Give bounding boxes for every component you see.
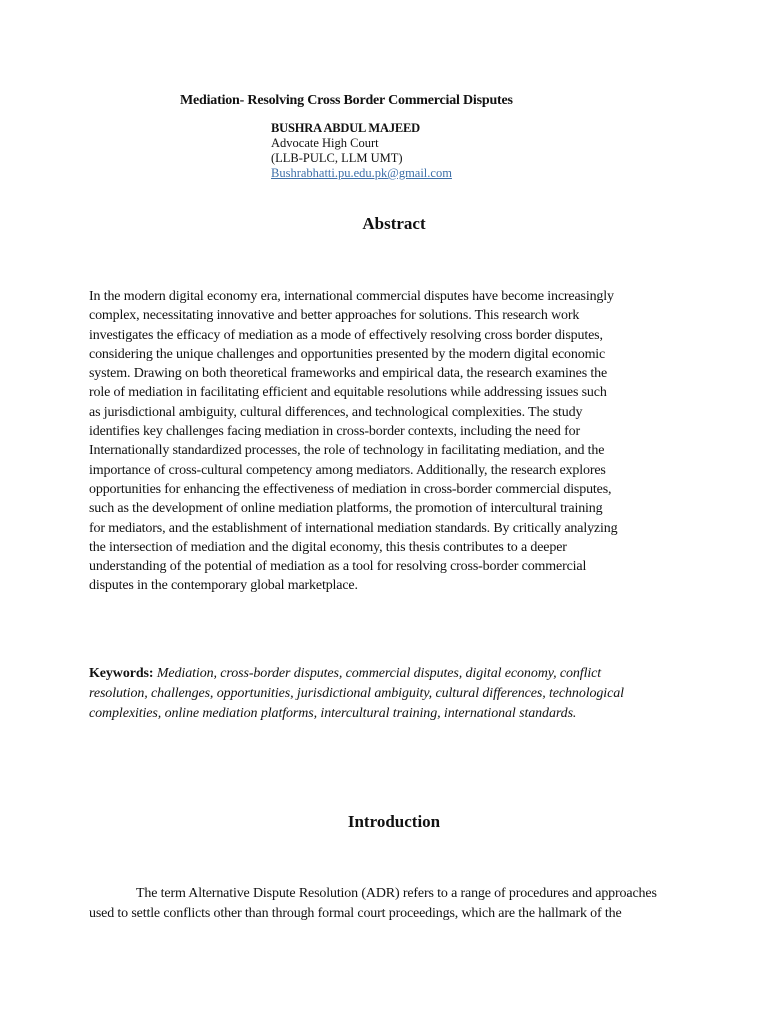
keywords-label: Keywords: bbox=[89, 666, 154, 681]
keywords-block bbox=[89, 664, 689, 723]
abstract-line: identifies key challenges facing mediation in cross-border contexts, including the need for bbox=[89, 424, 580, 440]
keywords-line: resolution, challenges, opportunities, jurisdictional ambiguity, cultural differences, technological bbox=[89, 685, 624, 701]
intro-line: The term Alternative Dispute Resolution (ADR) refers to a range of procedures and approaches bbox=[136, 886, 657, 901]
abstract-heading: Abstract bbox=[362, 214, 426, 233]
abstract-line: role of mediation in facilitating efficient and equitable resolutions while addressing issues such bbox=[89, 385, 607, 401]
introduction-paragraph bbox=[89, 884, 679, 923]
abstract-paragraph bbox=[89, 287, 679, 596]
abstract-line: In the modern digital economy era, international commercial disputes have become increasingly bbox=[89, 289, 614, 304]
keywords-text: Mediation, cross-border disputes, commercial disputes, digital economy, conflict bbox=[156, 666, 602, 681]
keywords-line: complexities, online mediation platforms, intercultural training, international standards. bbox=[89, 705, 577, 721]
intro-line: used to settle conflicts other than through formal court proceedings, which are the hallmark of the bbox=[89, 905, 622, 921]
abstract-line: importance of cross-cultural competency among mediators. Additionally, the research explores bbox=[89, 462, 606, 478]
author-block bbox=[271, 121, 452, 181]
abstract-line: considering the unique challenges and opportunities presented by the modern digital economic bbox=[89, 346, 606, 362]
author-name: BUSHRA ABDUL MAJEED bbox=[271, 121, 421, 135]
abstract-line: investigates the efficacy of mediation as a mode of effectively resolving cross border disputes, bbox=[89, 327, 603, 343]
abstract-line: for mediators, and the establishment of international mediation standards. By critically analyzing bbox=[89, 520, 618, 536]
abstract-line: Internationally standardized processes, the role of technology in facilitating mediation, and the bbox=[89, 443, 605, 459]
abstract-line: complex, necessitating innovative and better approaches for solutions. This research work bbox=[89, 308, 580, 324]
author-position: Advocate High Court bbox=[271, 136, 379, 150]
author-degrees: (LLB-PULC, LLM UMT) bbox=[271, 151, 403, 165]
paper-title: Mediation- Resolving Cross Border Commercial Disputes bbox=[180, 93, 513, 108]
introduction-heading: Introduction bbox=[347, 812, 441, 831]
abstract-line: as jurisdictional ambiguity, cultural differences, and technological complexities. The study bbox=[89, 404, 583, 420]
abstract-line: the intersection of mediation and the digital economy, this thesis contributes to a deeper bbox=[89, 539, 567, 555]
abstract-line: opportunities for enhancing the effectiveness of mediation in cross-border commercial disputes, bbox=[89, 481, 612, 497]
abstract-line: such as the development of online mediation platforms, the promotion of intercultural training bbox=[89, 501, 603, 517]
keywords-line bbox=[89, 664, 689, 684]
abstract-line: understanding of the potential of mediation as a tool for resolving cross-border commercial bbox=[89, 559, 587, 575]
abstract-line: disputes in the contemporary global marketplace. bbox=[89, 578, 358, 594]
abstract-line: system. Drawing on both theoretical frameworks and empirical data, the research examines the bbox=[89, 366, 608, 382]
author-email-link[interactable]: Bushrabhatti.pu.edu.pk@gmail.com bbox=[271, 166, 452, 180]
